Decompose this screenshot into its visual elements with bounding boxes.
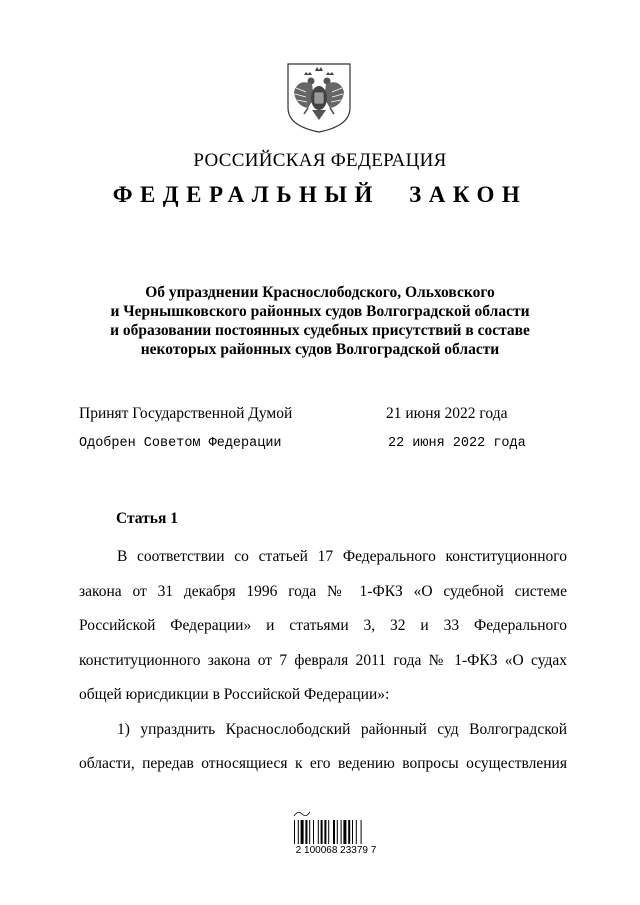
duma-adoption-date: 21 июня 2022 года <box>386 405 508 422</box>
law-title-line: и образовании постоянных судебных присутствий в составе <box>110 322 530 339</box>
council-approval-label: Одобрен Советом Федерации <box>79 436 282 451</box>
council-approval-date: 22 июня 2022 года <box>388 436 526 451</box>
article-body <box>79 540 567 782</box>
law-title-line: и Чернышковского районных судов Волгоградской области <box>110 303 530 320</box>
law-title-line: Об упразднении Краснослободского, Ольховского <box>145 284 495 301</box>
russian-coat-of-arms-icon <box>286 62 352 134</box>
barcode-number: 2 100068 23379 7 <box>295 845 377 856</box>
law-type-heading: ФЕДЕРАЛЬНЫЙ ЗАКОН <box>112 182 528 207</box>
article-paragraph: 1) упразднить Краснослободский районный суд Волгоградской области, передав относящиеся к его ведению вопросы осуществления <box>79 720 567 772</box>
duma-adoption-label: Принят Государственной Думой <box>79 405 293 422</box>
article-heading: Статья 1 <box>116 510 178 527</box>
law-title <box>60 283 580 359</box>
barcode-icon <box>290 808 380 868</box>
article-paragraph: В соответствии со статьей 17 Федерального конституционного закона от 31 декабря 1996 года № 1-ФКЗ «О судебной системе Российской Федерации» и статьями 3, 32 и 33 Федерального конституционного закона от 7 февраля 2011 года № 1-ФКЗ «О судах общей юрисдикции в Российской Федерации»: <box>79 548 567 703</box>
country-name: РОССИЙСКАЯ ФЕДЕРАЦИЯ <box>193 150 447 171</box>
law-title-line: некоторых районных судов Волгоградской области <box>140 341 500 358</box>
